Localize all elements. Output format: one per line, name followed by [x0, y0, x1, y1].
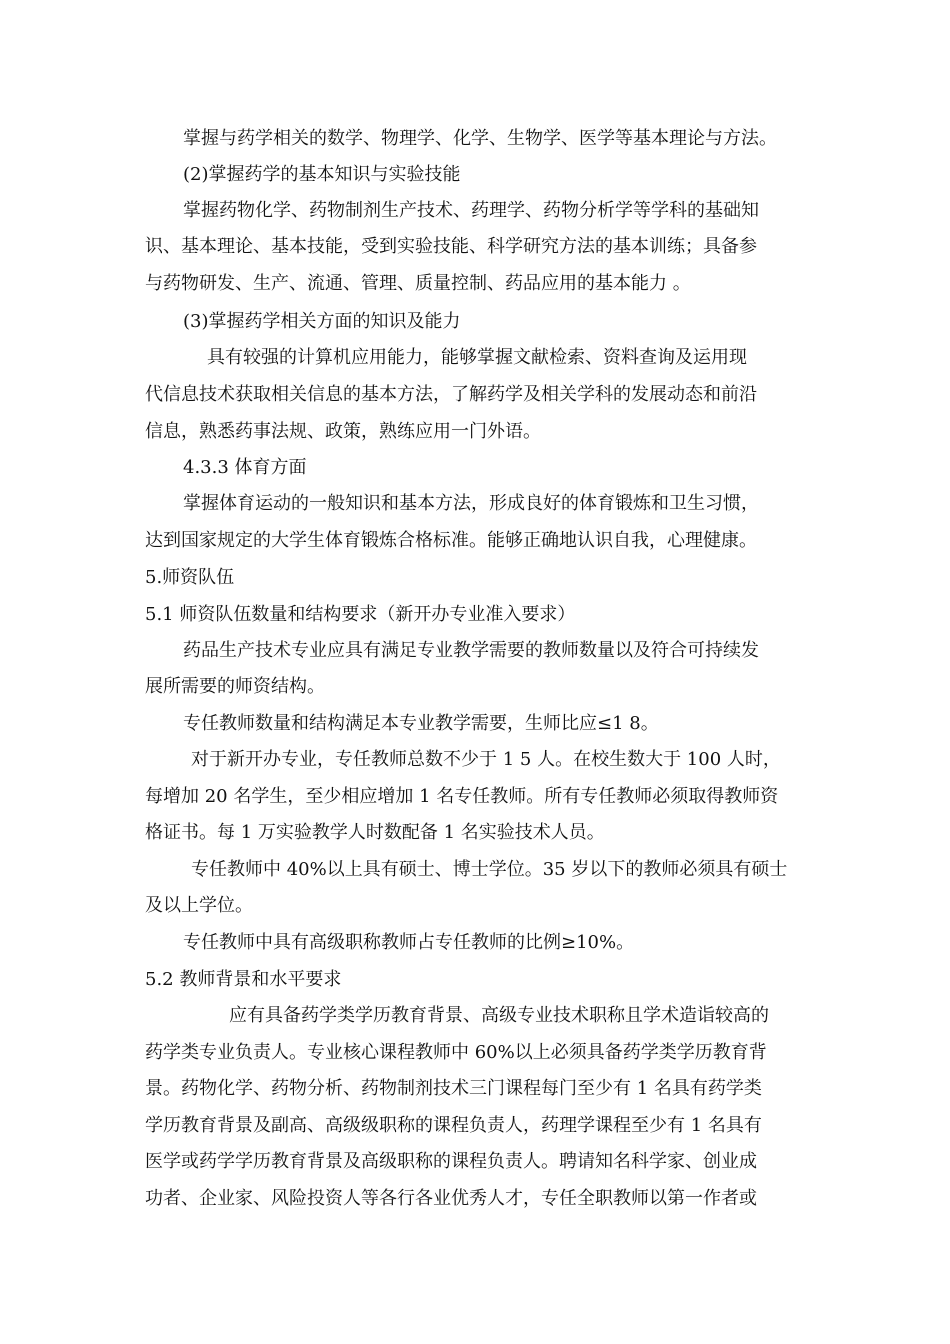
paragraph-line: 达到国家规定的大学生体育锻炼合格标准。能够正确地认识自我，心理健康。 [145, 530, 757, 551]
subheading: (3)掌握药学相关方面的知识及能力 [183, 311, 461, 332]
paragraph-line: 格证书。每 1 万实验教学人时数配备 1 名实验技术人员。 [145, 822, 605, 843]
paragraph-line: 学历教育背景及副高、高级级职称的课程负责人，药理学课程至少有 1 名具有 [145, 1115, 762, 1136]
paragraph-line: 每增加 20 名学生，至少相应增加 1 名专任教师。所有专任教师必须取得教师资 [145, 786, 779, 807]
paragraph-line: 识、基本理论、基本技能，受到实验技能、科学研究方法的基本训练；具备参 [145, 236, 757, 257]
paragraph-line: 信息，熟悉药事法规、政策，熟练应用一门外语。 [145, 421, 541, 442]
paragraph-line: 掌握与药学相关的数学、物理学、化学、生物学、医学等基本理论与方法。 [183, 128, 777, 149]
section-heading: 5.师资队伍 [145, 567, 235, 588]
subheading: (2)掌握药学的基本知识与实验技能 [183, 164, 461, 185]
paragraph-line: 景。药物化学、药物分析、药物制剂技术三门课程每门至少有 1 名具有药学类 [145, 1078, 762, 1099]
paragraph-line: 具有较强的计算机应用能力，能够掌握文献检索、资料查询及运用现 [207, 347, 747, 368]
paragraph-line: 与药物研发、生产、流通、管理、质量控制、药品应用的基本能力 。 [145, 273, 691, 294]
paragraph-line: 对于新开办专业，专任教师总数不少于 1 5 人。在校生数大于 100 人时， [191, 749, 781, 770]
paragraph-line: 医学或药学学历教育背景及高级职称的课程负责人。聘请知名科学家、创业成 [145, 1151, 757, 1172]
paragraph-line: 代信息技术获取相关信息的基本方法，了解药学及相关学科的发展动态和前沿 [145, 384, 757, 405]
paragraph-line: 功者、企业家、风险投资人等各行各业优秀人才，专任全职教师以第一作者或 [145, 1188, 757, 1209]
paragraph-line: 药学类专业负责人。专业核心课程教师中 60%以上必须具备药学类学历教育背 [145, 1042, 767, 1063]
section-heading: 5.2 教师背景和水平要求 [145, 969, 342, 990]
paragraph-line: 及以上学位。 [145, 895, 253, 916]
paragraph-line: 专任教师数量和结构满足本专业教学需要，生师比应≤1 8。 [183, 713, 659, 734]
paragraph-line: 专任教师中 40%以上具有硕士、博士学位。35 岁以下的教师必须具有硕士 [191, 859, 788, 880]
paragraph-line: 药品生产技术专业应具有满足专业教学需要的教师数量以及符合可持续发 [183, 640, 759, 661]
paragraph-line: 掌握药物化学、药物制剂生产技术、药理学、药物分析学等学科的基础知 [183, 200, 759, 221]
paragraph-line: 专任教师中具有高级职称教师占专任教师的比例≥10%。 [183, 932, 635, 953]
paragraph-line: 展所需要的师资结构。 [145, 676, 325, 697]
section-heading: 5.1 师资队伍数量和结构要求（新开办专业准入要求） [145, 604, 576, 625]
subheading: 4.3.3 体育方面 [183, 457, 307, 478]
paragraph-line: 应有具备药学类学历教育背景、高级专业技术职称且学术造诣较高的 [229, 1005, 769, 1026]
paragraph-line: 掌握体育运动的一般知识和基本方法，形成良好的体育锻炼和卫生习惯， [183, 493, 759, 514]
